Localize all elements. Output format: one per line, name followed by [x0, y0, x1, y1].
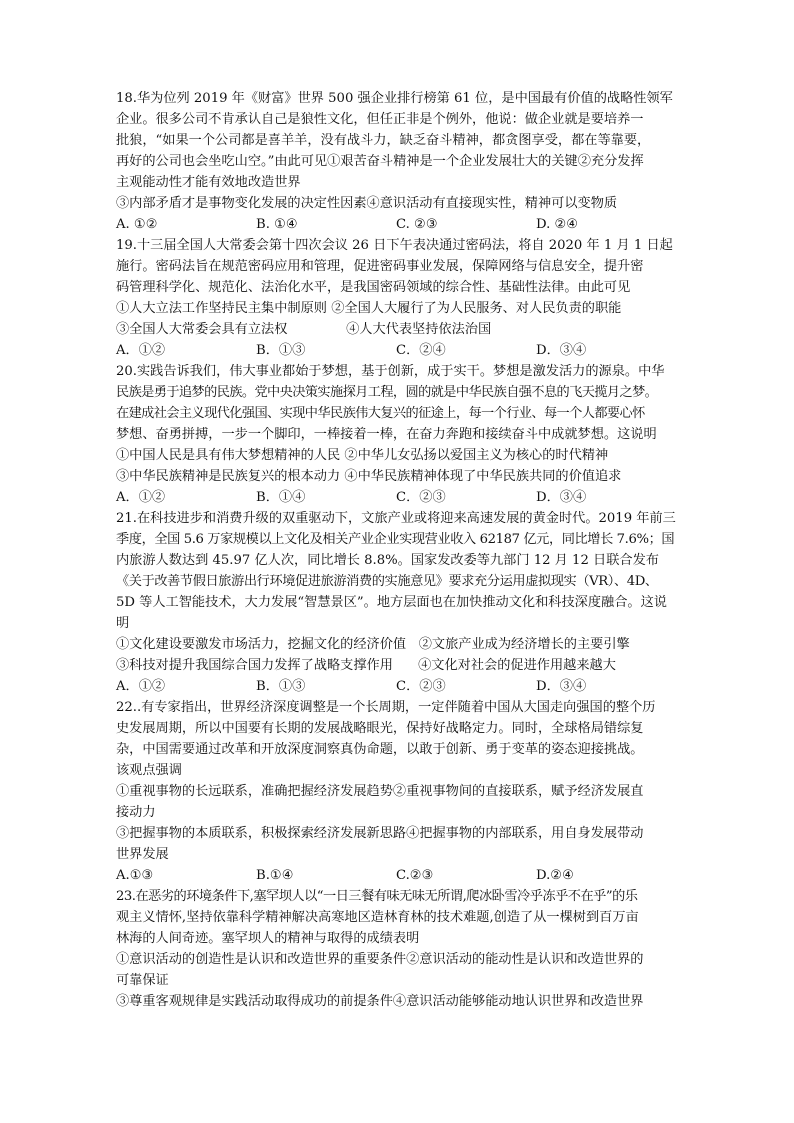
question-text-line: 接动力 — [116, 805, 156, 820]
option-d: D．③④ — [536, 490, 587, 505]
option-a: A. ①② — [116, 217, 158, 232]
answer-options — [116, 865, 681, 886]
document-page — [116, 88, 681, 1012]
question-text-line: 企业。很多公司不肯承认自己是狼性文化，但任正非是个例外，他说：做企业就是要培养一 — [116, 112, 644, 127]
option-d: D．③④ — [536, 343, 587, 358]
answer-options — [116, 214, 681, 235]
question-text-line: 该观点强调 — [116, 763, 182, 778]
question-text-line: ③全国人大常委会具有立法权 ④人大代表坚持依法治国 — [116, 322, 492, 337]
question-22 — [116, 697, 681, 886]
question-text-line: ①中国人民是具有伟大梦想精神的人民 ②中华儿女弘扬以爱国主义为核心的时代精神 — [116, 448, 609, 463]
question-text-line: 22..有专家指出，世界经济深度调整是一个长周期，一定伴随着中国从大国走向强国的整个历 — [116, 700, 656, 715]
question-text-line: 批狼，“如果一个公司都是喜羊羊，没有战斗力，缺乏奋斗精神，都贪图享受，都在等靠要， — [116, 133, 651, 148]
option-d: D．③④ — [536, 679, 587, 694]
question-text-line: 20.实践告诉我们，伟大事业都始于梦想，基于创新，成于实干。梦想是激发活力的源泉。中华 — [116, 364, 665, 379]
question-20 — [116, 361, 681, 508]
option-b: B．①③ — [256, 679, 306, 694]
answer-options — [116, 340, 681, 361]
question-text-line: 林海的人间奇迹。塞罕坝人的精神与取得的成绩表明 — [116, 931, 420, 946]
question-text-line: ③尊重客观规律是实践活动取得成功的前提条件④意识活动能够能动地认识世界和改造世界 — [116, 994, 644, 1009]
question-text-line: 世界发展 — [116, 847, 169, 862]
option-c: C．②③ — [396, 490, 446, 505]
question-text-line: 19.十三届全国人大常委会第十四次会议 26 日下午表决通过密码法，将自 2020 年 1 月 1 日起 — [116, 238, 673, 253]
option-c: C．②④ — [396, 343, 446, 358]
option-b: B.①④ — [256, 868, 294, 883]
question-text-line: 23.在恶劣的环境条件下,塞罕坝人以“一日三餐有味无味无所谓,爬冰卧雪冷乎冻乎不在乎”的乐 — [116, 889, 638, 904]
question-text-line: ①意识活动的创造性是认识和改造世界的重要条件②意识活动的能动性是认识和改造世界的 — [116, 952, 644, 967]
question-text-line: ③科技对提升我国综合国力发挥了战略支撑作用 ④文化对社会的促进作用越来越大 — [116, 658, 616, 673]
question-text-line: ①文化建设要激发市场活力，挖掘文化的经济价值 ②文旅产业成为经济增长的主要引擎 — [116, 637, 630, 652]
question-text-line: 可靠保证 — [116, 973, 169, 988]
question-text-line: ①人大立法工作坚持民主集中制原则 ②全国人大履行了为人民服务、对人民负责的职能 — [116, 301, 622, 316]
option-c: C. ②③ — [396, 217, 438, 232]
option-b: B. ①④ — [256, 217, 298, 232]
question-text-line: 史发展周期，所以中国要有长期的发展战略眼光，保持好战略定力。同时，全球格局错综复 — [116, 721, 644, 736]
option-b: B．①④ — [256, 490, 306, 505]
question-text-line: 杂，中国需要通过改革和开放深度洞察真伪命题，以敢于创新、勇于变革的姿态迎接挑战。 — [116, 742, 644, 757]
question-text-line: 《关于改善节假日旅游出行环境促进旅游消费的实施意见》要求充分运用虚拟现实（VR）、4D、 — [116, 574, 658, 589]
question-text-line: 民族是勇于追梦的民族。党中央决策实施探月工程，圆的就是中华民族自强不息的飞天揽月之梦。 — [116, 385, 658, 400]
question-text-line: 主观能动性才能有效地改造世界 — [116, 175, 301, 190]
question-text-line: 观主义情怀,坚持依靠科学精神解决高寒地区造林育林的技术难题,创造了从一棵树到百万亩 — [116, 910, 639, 925]
answer-options — [116, 676, 681, 697]
option-d: D.②④ — [536, 868, 574, 883]
option-c: C.②③ — [396, 868, 434, 883]
option-a: A．①② — [116, 490, 166, 505]
option-a: A．①② — [116, 343, 166, 358]
option-b: B．①③ — [256, 343, 306, 358]
question-text-line: 在建成社会主义现代化强国、实现中华民族伟大复兴的征途上，每一个行业、每一个人都要心怀 — [116, 406, 645, 421]
question-text-line: 内旅游人数达到 45.97 亿人次，同比增长 8.8%。国家发改委等九部门 12 月 12 日联合发布 — [116, 553, 659, 568]
question-text-line: ①重视事物的长远联系，准确把握经济发展趋势②重视事物间的直接联系，赋予经济发展直 — [116, 784, 644, 799]
question-text-line: ③把握事物的本质联系，积极探索经济发展新思路④把握事物的内部联系，用自身发展带动 — [116, 826, 644, 841]
question-text-line: 5D 等人工智能技术，大力发展“智慧景区”。地方层面也在加快推动文化和科技深度融合。这说 — [116, 595, 667, 610]
option-c: C．②③ — [396, 679, 446, 694]
question-text-line: ③中华民族精神是民族复兴的根本动力 ④中华民族精神体现了中华民族共同的价值追求 — [116, 469, 622, 484]
option-a: A.①③ — [116, 868, 154, 883]
question-text-line: 再好的公司也会坐吃山空。”由此可见①艰苦奋斗精神是一个企业发展壮大的关键②充分发挥 — [116, 154, 644, 169]
question-text-line: 21.在科技进步和消费升级的双重驱动下，文旅产业或将迎来高速发展的黄金时代。2019 年前三 — [116, 511, 676, 526]
question-text-line: 码管理科学化、规范化、法治化水平，是我国密码领域的综合性、基础性法律。由此可见 — [116, 280, 631, 295]
option-d: D. ②④ — [536, 217, 579, 232]
question-text-line: ③内部矛盾才是事物变化发展的决定性因素④意识活动有直接现实性，精神可以变物质 — [116, 196, 618, 211]
question-23 — [116, 886, 681, 1012]
question-19 — [116, 235, 681, 361]
question-21 — [116, 508, 681, 697]
question-text-line: 施行。密码法旨在规范密码应用和管理，促进密码事业发展，保障网络与信息安全，提升密 — [116, 259, 644, 274]
option-a: A．①② — [116, 679, 166, 694]
question-text-line: 明 — [116, 616, 130, 631]
question-text-line: 季度，全国 5.6 万家规模以上文化及相关产业企业实现营业收入 62187 亿元，同比增长 7.6%；国 — [116, 532, 675, 547]
question-text-line: 18.华为位列 2019 年《财富》世界 500 强企业排行榜第 61 位，是中国最有价值的战略性领军 — [116, 91, 673, 106]
answer-options — [116, 487, 681, 508]
question-text-line: 梦想、奋勇拼搏，一步一个脚印，一棒接着一棒，在奋力奔跑和接续奋斗中成就梦想。这说明 — [116, 427, 657, 442]
question-18 — [116, 88, 681, 235]
